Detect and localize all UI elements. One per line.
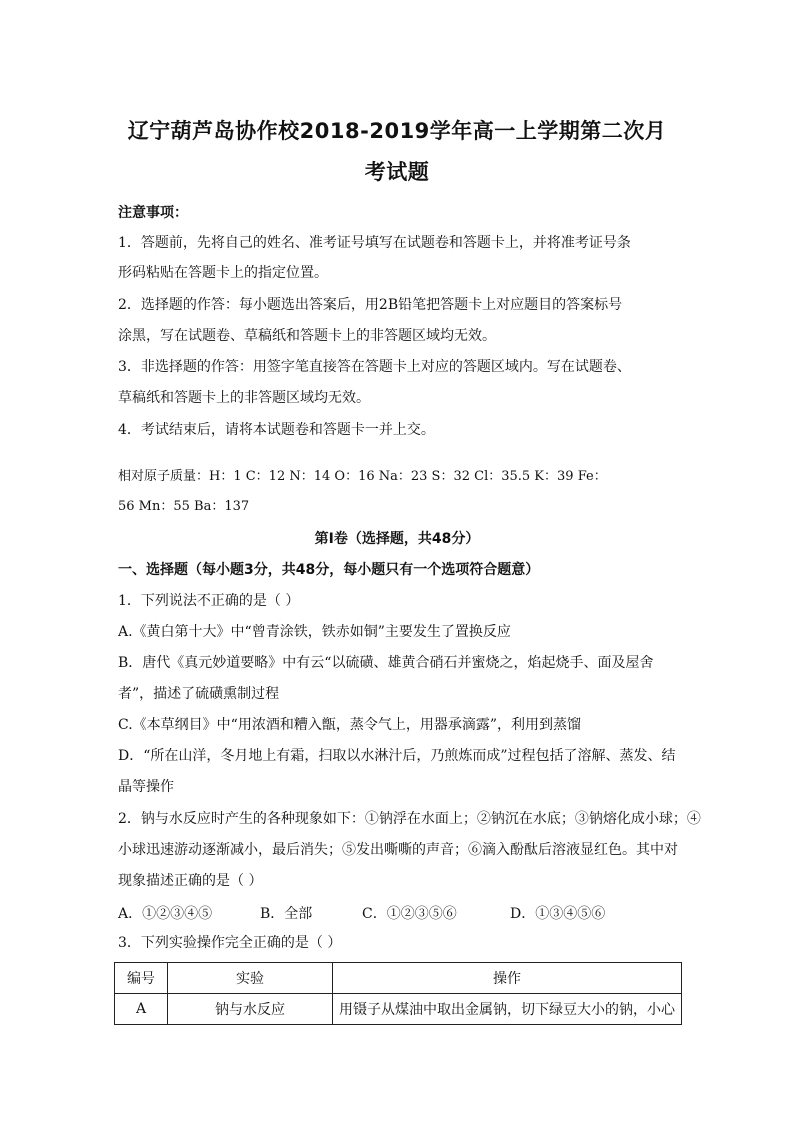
table-cell: 钠与水反应 bbox=[168, 994, 333, 1025]
exam-title-line-1: 辽宁葫芦岛协作校2018-2019学年高一上学期第二次月 bbox=[127, 119, 667, 143]
question-3-stem: 3．下列实验操作完全正确的是（ ） bbox=[118, 935, 342, 951]
question-1-option: 晶等操作 bbox=[118, 779, 174, 795]
notes-heading: 注意事项： bbox=[118, 205, 188, 221]
atomic-masses-line-1: 相对原子质量：H：1 C：12 N：14 O：16 Na：23 S：32 Cl：35.5 K：39 Fe： bbox=[118, 469, 607, 484]
notes-line: 2．选择题的作答：每小题选出答案后，用2B铅笔把答题卡上对应题目的答案标号 bbox=[118, 297, 623, 313]
question-1-option: D．“所在山洋，冬月地上有霜，扫取以水淋汁后，乃煎炼而成”过程包括了溶解、蒸发、结 bbox=[118, 748, 676, 764]
volume-title: 第I卷（选择题，共48分） bbox=[314, 531, 480, 547]
atomic-masses-line-2: 56 Mn：55 Ba：137 bbox=[118, 499, 250, 514]
table-header-cell: 编号 bbox=[115, 963, 168, 994]
question-1-stem: 1．下列说法不正确的是（ ） bbox=[118, 593, 300, 609]
question-3-table bbox=[114, 962, 682, 1025]
notes-line: 4．考试结束后，请将本试题卷和答题卡一并上交。 bbox=[118, 422, 435, 438]
table-cell: A bbox=[115, 994, 168, 1025]
question-2-stem: 现象描述正确的是（ ） bbox=[118, 873, 263, 889]
exam-title-line-2: 考试题 bbox=[364, 160, 430, 184]
question-2-option-d: D．①③④⑤⑥ bbox=[510, 906, 606, 922]
table-header-cell: 实验 bbox=[168, 963, 333, 994]
table-header-cell: 操作 bbox=[333, 963, 682, 994]
notes-line: 涂黑，写在试题卷、草稿纸和答题卡上的非答题区域均无效。 bbox=[118, 328, 496, 344]
notes-line: 3．非选择题的作答：用签字笔直接答在答题卡上对应的答题区域内。写在试题卷、 bbox=[118, 359, 631, 375]
table-row bbox=[115, 994, 682, 1025]
table-header-row bbox=[115, 963, 682, 994]
notes-line: 1．答题前，先将自己的姓名、准考证号填写在试题卷和答题卡上，并将准考证号条 bbox=[118, 235, 631, 251]
question-1-option: 者”，描述了硫磺熏制过程 bbox=[118, 686, 280, 702]
table-cell: 用镊子从煤油中取出金属钠，切下绿豆大小的钠，小心 bbox=[333, 994, 682, 1025]
question-2-option-b: B．全部 bbox=[260, 906, 313, 922]
question-2-stem: 2．钠与水反应时产生的各种现象如下：①钠浮在水面上；②钠沉在水底；③钠熔化成小球；④ bbox=[118, 811, 701, 827]
part-title: 一、选择题（每小题3分，共48分，每小题只有一个选项符合题意） bbox=[118, 562, 540, 578]
question-1-option: B．唐代《真元妙道要略》中有云“以硫磺、雄黄合硝石并蜜烧之，焰起烧手、面及屋舍 bbox=[118, 655, 654, 671]
question-2-option-a: A．①②③④⑤ bbox=[118, 906, 213, 922]
question-2-stem: 小球迅速游动逐渐减小，最后消失；⑤发出嘶嘶的声音；⑥滴入酚酞后溶液显红色。其中对 bbox=[118, 842, 678, 858]
notes-line: 草稿纸和答题卡上的非答题区域均无效。 bbox=[118, 390, 370, 406]
question-1-option: C.《本草纲目》中“用浓酒和糟入甑，蒸令气上，用器承滴露”，利用到蒸馏 bbox=[118, 717, 581, 733]
question-2-option-c: C．①②③⑤⑥ bbox=[362, 906, 457, 922]
question-1-option: A.《黄白第十大》中“曾青涂铁，铁赤如铜”主要发生了置换反应 bbox=[118, 624, 511, 640]
notes-line: 形码粘贴在答题卡上的指定位置。 bbox=[118, 265, 328, 281]
